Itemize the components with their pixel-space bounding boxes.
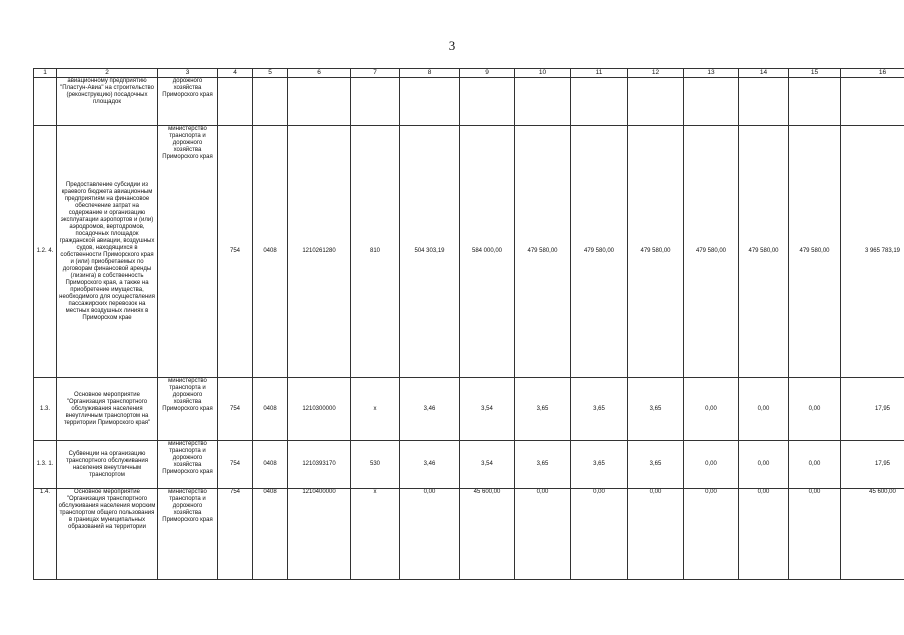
table-cell-col-14: 0,00 [739, 489, 789, 580]
table-cell-col-9: 3,54 [460, 441, 515, 489]
table-cell-col-8: 504 303,19 [400, 126, 460, 378]
column-number-6: 6 [288, 69, 351, 78]
table-cell-col-2: Основное мероприятие "Организация транспортного обслуживания населения морским транспортом общего пользования в границах муниципальных образований на территории [57, 489, 158, 580]
table-cell-col-4: 754 [218, 441, 253, 489]
table-cell-col-5 [253, 78, 288, 126]
table-cell-col-14: 479 580,00 [739, 126, 789, 378]
table-cell-col-8 [400, 78, 460, 126]
table-row [34, 126, 904, 378]
column-number-2: 2 [57, 69, 158, 78]
column-number-5: 5 [253, 69, 288, 78]
table-cell-col-15: 0,00 [789, 378, 841, 441]
table-cell-col-2: авиационному предприятию "Пластун-Авиа" на строительство (реконструкцию) посадочных площадок [57, 78, 158, 126]
table-cell-col-16 [841, 78, 904, 126]
table-cell-col-4 [218, 78, 253, 126]
table-cell-col-3: министерство транспорта и дорожного хозяйства Приморского края [158, 378, 218, 441]
table-cell-col-16: 17,95 [841, 378, 904, 441]
table-cell-col-16: 45 600,00 [841, 489, 904, 580]
table-cell-col-10: 0,00 [515, 489, 571, 580]
table-cell-col-9: 45 600,00 [460, 489, 515, 580]
table-cell-col-1 [34, 78, 57, 126]
table-cell-col-6: 1210393170 [288, 441, 351, 489]
table-cell-col-2: Основное мероприятие "Организация транспортного обслуживания населения внеутличным транспортом на территории Приморского края" [57, 378, 158, 441]
table-row [34, 489, 904, 580]
table-row [34, 441, 904, 489]
table-cell-col-1: 1.3. 1. [34, 441, 57, 489]
table-cell-col-16: 3 965 783,19 [841, 126, 904, 378]
table-cell-col-15: 479 580,00 [789, 126, 841, 378]
table-cell-col-2: Субвенции на организацию транспортного обслуживания населения внеутличным транспортом [57, 441, 158, 489]
table-cell-col-13 [684, 78, 739, 126]
table-cell-col-11: 3,65 [571, 378, 628, 441]
header-row [34, 69, 904, 78]
table-cell-col-14: 0,00 [739, 441, 789, 489]
column-number-9: 9 [460, 69, 515, 78]
table-cell-col-15: 0,00 [789, 489, 841, 580]
table-cell-col-12: 0,00 [628, 489, 684, 580]
table-cell-col-3: министерство транспорта и дорожного хозяйства Приморского края [158, 489, 218, 580]
column-number-8: 8 [400, 69, 460, 78]
table-cell-col-12 [628, 78, 684, 126]
table-cell-col-8: 3,46 [400, 441, 460, 489]
column-number-12: 12 [628, 69, 684, 78]
table-cell-col-16: 17,95 [841, 441, 904, 489]
table-cell-col-4: 754 [218, 489, 253, 580]
table-cell-col-13: 0,00 [684, 489, 739, 580]
table-cell-col-11: 3,65 [571, 441, 628, 489]
table-cell-col-1: 1.4. [34, 489, 57, 580]
column-number-14: 14 [739, 69, 789, 78]
table-cell-col-3: министерство транспорта и дорожного хозяйства Приморского края [158, 441, 218, 489]
table-cell-col-7: x [351, 489, 400, 580]
table-cell-col-7: 810 [351, 126, 400, 378]
table-row [34, 78, 904, 126]
page-number: 3 [448, 38, 456, 53]
table-cell-col-5: 0408 [253, 126, 288, 378]
table-cell-col-7 [351, 78, 400, 126]
table-cell-col-11 [571, 78, 628, 126]
table-cell-col-1: 1.2. 4. [34, 126, 57, 378]
table-cell-col-12: 3,65 [628, 441, 684, 489]
table-cell-col-12: 479 580,00 [628, 126, 684, 378]
table-cell-col-10: 3,65 [515, 441, 571, 489]
table-cell-col-6: 1210300000 [288, 378, 351, 441]
table-cell-col-8: 0,00 [400, 489, 460, 580]
column-number-15: 15 [789, 69, 841, 78]
table-cell-col-6: 1210261280 [288, 126, 351, 378]
table-cell-col-14 [739, 78, 789, 126]
table-cell-col-15: 0,00 [789, 441, 841, 489]
table-cell-col-1: 1.3. [34, 378, 57, 441]
table-cell-col-13: 0,00 [684, 378, 739, 441]
column-number-4: 4 [218, 69, 253, 78]
table-cell-col-12: 3,65 [628, 378, 684, 441]
table-cell-col-11: 0,00 [571, 489, 628, 580]
table-cell-col-5: 0408 [253, 441, 288, 489]
column-number-10: 10 [515, 69, 571, 78]
table-cell-col-6 [288, 78, 351, 126]
table-cell-col-9 [460, 78, 515, 126]
column-number-11: 11 [571, 69, 628, 78]
table-cell-col-10: 479 580,00 [515, 126, 571, 378]
program-finance-table [33, 68, 904, 580]
table-cell-col-14: 0,00 [739, 378, 789, 441]
column-number-3: 3 [158, 69, 218, 78]
table-cell-col-4: 754 [218, 378, 253, 441]
table-cell-col-4: 754 [218, 126, 253, 378]
table-cell-col-13: 479 580,00 [684, 126, 739, 378]
table-cell-col-7: 530 [351, 441, 400, 489]
table-cell-col-7: x [351, 378, 400, 441]
table-cell-col-10: 3,65 [515, 378, 571, 441]
column-number-13: 13 [684, 69, 739, 78]
table-cell-col-13: 0,00 [684, 441, 739, 489]
table-cell-col-10 [515, 78, 571, 126]
table-cell-col-2: Предоставление субсидии из краевого бюджета авиационным предприятиям на финансовое обеспечение затрат на содержание и организацию эксплуатации аэропортов и (или) аэродромов, вертодромов, посадочных площадок гражданской авиации, воздушных судов, находящихся в собственности Приморского края и (или) приобретаемых по договорам финансовой аренды (лизинга) в собственность Приморского края, а также на приобретение имущества, необходимого для осуществления пассажирских перевозок на местных воздушных линиях в Приморском крае [57, 126, 158, 378]
table-cell-col-3: министерство транспорта и дорожного хозяйства Приморского края [158, 126, 218, 378]
table-cell-col-9: 584 000,00 [460, 126, 515, 378]
table-cell-col-8: 3,46 [400, 378, 460, 441]
table-cell-col-15 [789, 78, 841, 126]
column-number-7: 7 [351, 69, 400, 78]
table-cell-col-3: дорожного хозяйства Приморского края [158, 78, 218, 126]
table-row [34, 378, 904, 441]
table-cell-col-6: 1210400000 [288, 489, 351, 580]
table-cell-col-11: 479 580,00 [571, 126, 628, 378]
column-number-1: 1 [34, 69, 57, 78]
column-number-16: 16 [841, 69, 904, 78]
table-cell-col-5: 0408 [253, 489, 288, 580]
table-cell-col-9: 3,54 [460, 378, 515, 441]
table-cell-col-5: 0408 [253, 378, 288, 441]
